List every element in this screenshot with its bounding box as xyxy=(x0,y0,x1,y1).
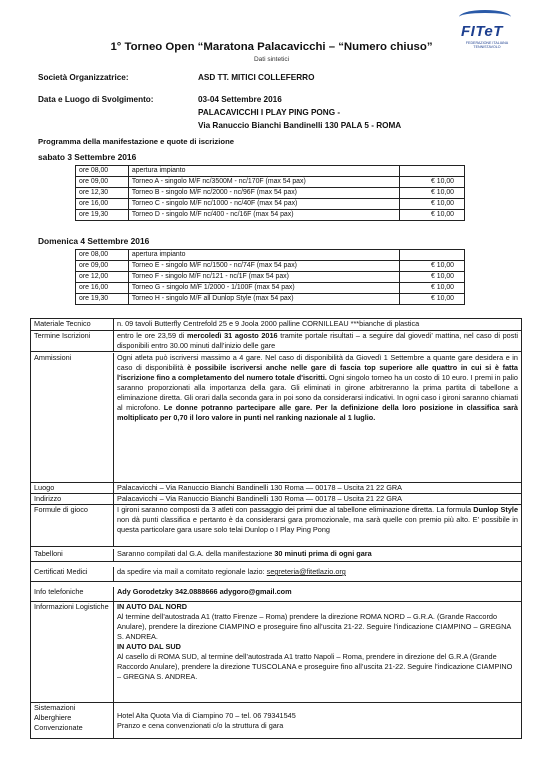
description-cell: Torneo B - singolo M/F nc/2000 - nc/96F (max 54 pax) xyxy=(128,188,399,199)
event-dates: 03-04 Settembre 2016 xyxy=(198,95,282,104)
info-row-logistiche xyxy=(31,601,521,702)
info-row-sistemazioni xyxy=(31,702,521,738)
logo-text: FITeT xyxy=(461,23,503,40)
table-row xyxy=(76,210,465,221)
info-label: Certificati Medici xyxy=(31,567,114,581)
info-row-telefoniche xyxy=(31,581,521,601)
info-label: Sistemazioni Alberghiere Convenzionate xyxy=(31,703,114,738)
time-cell: ore 08,00 xyxy=(76,250,129,261)
info-value: Saranno compilati dal G.A. della manifestazione 30 minuti prima di ogni gara xyxy=(117,549,372,558)
logo-subtitle: FEDERAZIONE ITALIANA TENNISTAVOLO xyxy=(465,41,509,49)
society-value: ASD TT. MITICI COLLEFERRO xyxy=(198,73,315,82)
time-cell: ore 09,00 xyxy=(76,261,129,272)
schedule-table-sunday xyxy=(75,249,465,305)
time-cell: ore 12,00 xyxy=(76,272,129,283)
info-value: I gironi saranno composti da 3 atleti con passaggio dei primi due al tabellone eliminazione diretta. La formula Dunlop Style non dà punti classifica e pertanto è da considerarsi gara promozionale, ma sarà quelle con premio più alto. E’ possibile in questa particolare gara usare solo telai Dunlop o I Play Ping Pong xyxy=(117,505,518,534)
schedule-table-saturday xyxy=(75,165,465,221)
table-row xyxy=(76,166,465,177)
table-row xyxy=(76,294,465,305)
info-value: Hotel Alta Quota Via di Ciampino 70 – tel. 06 79341545 Pranzo e cena convenzionati c/o la struttura di gara xyxy=(117,711,296,730)
event-address: Via Ranuccio Bianchi Bandinelli 130 PALA 5 - ROMA xyxy=(198,121,402,130)
description-cell: apertura impianto xyxy=(128,250,399,261)
info-label: Termine Iscrizioni xyxy=(31,331,114,351)
info-value: Palacavicchi – Via Ranuccio Bianchi Bandinelli 130 Roma — 00178 – Uscita 21 22 GRA xyxy=(117,483,403,492)
info-value: entro le ore 23,59 di mercoledì 31 agosto 2016 tramite portale risultati – a seguire dal giovedi’ mattina, nel caso di posti disponibili entro 30.00 minuti dall’inizio delle gare xyxy=(117,331,519,350)
time-cell: ore 19,30 xyxy=(76,294,129,305)
price-cell: € 10,00 xyxy=(400,177,465,188)
price-cell: € 10,00 xyxy=(400,188,465,199)
date-place-label: Data e Luogo di Svolgimento: xyxy=(38,95,154,104)
time-cell: ore 08,00 xyxy=(76,166,129,177)
info-value: Ady Gorodetzky 342.0888666 adygoro@gmail.com xyxy=(117,587,292,596)
table-row xyxy=(76,283,465,294)
info-table xyxy=(30,318,522,739)
table-row xyxy=(76,272,465,283)
info-row-formule xyxy=(31,504,521,546)
time-cell: ore 16,00 xyxy=(76,199,129,210)
time-cell: ore 19,30 xyxy=(76,210,129,221)
info-label: Informazioni Logistiche xyxy=(31,602,114,702)
info-value: IN AUTO DAL NORD Al termine dell’autostrada A1 (tratto Firenze – Roma) prendere la direzione ROMA NORD – G.R.A. (Grande Raccordo Anulare), prendere la direzione CIAMPINO e proseguire fino all’uscita 21-22. Seguire l’indicazione CIAMPINO – GREGNA S. ANDREA. IN AUTO DAL SUD Al casello di ROMA SUD, al termine dell’autostrada A1 tratto Napoli – Roma, prendere in direzione del G.R.A (Grande Raccordo Anulare), prendere la direzione TUSCOLANA e proseguire fino all’uscita 21-22. Seguire l’indicazione CIAMPINO – GREGNA S. ANDREA. xyxy=(117,602,513,681)
price-cell xyxy=(400,166,465,177)
description-cell: Torneo G - singolo M/F 1/2000 - 1/100F (max 54 pax) xyxy=(128,283,399,294)
info-value: n. 09 tavoli Butterfly Centrefold 25 e 9 Joola 2000 palline CORNILLEAU ***bianche di plastica xyxy=(117,319,420,328)
price-cell: € 10,00 xyxy=(400,261,465,272)
info-row-luogo xyxy=(31,482,521,493)
info-label: Luogo xyxy=(31,483,114,493)
info-row-termine xyxy=(31,330,521,351)
table-row xyxy=(76,199,465,210)
time-cell: ore 12,30 xyxy=(76,188,129,199)
program-title: Programma della manifestazione e quote di iscrizione xyxy=(38,137,235,146)
info-row-materiale xyxy=(31,319,521,330)
price-cell: € 10,00 xyxy=(400,283,465,294)
email-link[interactable]: segreteria@fitetlazio.org xyxy=(266,567,346,576)
info-label: Info telefoniche xyxy=(31,587,114,601)
price-cell: € 10,00 xyxy=(400,199,465,210)
time-cell: ore 09,00 xyxy=(76,177,129,188)
info-row-ammissioni xyxy=(31,351,521,482)
info-row-certificati xyxy=(31,561,521,581)
description-cell: Torneo C - singolo M/F nc/1000 - nc/40F (max 54 pax) xyxy=(128,199,399,210)
info-label: Indirizzo xyxy=(31,494,114,504)
description-cell: Torneo E - singolo M/F nc/1500 - nc/74F (max 54 pax) xyxy=(128,261,399,272)
info-value: Ogni atleta può iscriversi massimo a 4 gare. Nel caso di disponibilità da Giovedì 1 Settembre a quante gare desidera e in caso di disponibilità è possibile iscriversi anche nelle gare di fascia top superiore alle quattro in cui si è fatta l'iscrizione fino a completamento del numero totale d'iscritti. Ogni singolo torneo ha un costo di 10 euro. I premi in palio saranno proporzionati alla importanza della gara. Gli eliminati in girone arbitreranno la prima partita di tabellone a eliminazione diretta. Gli orari dalla seconda gara in poi sono da considerarsi indicativi. In ogni caso i gironi saranno chiamati al microfono. Le donne potranno partecipare alle gare. Per la definizione della loro posizione in classifica sarà moltiplicato per 0,70 il loro valore in punti nel ranking nazionale al 1 luglio. xyxy=(117,353,518,422)
info-label: Formule di gioco xyxy=(31,505,114,546)
info-row-tabelloni xyxy=(31,546,521,561)
document-subtitle: Dati sintetici xyxy=(253,56,290,63)
event-venue: PALACAVICCHI I PLAY PING PONG - xyxy=(198,108,341,117)
document-title: 1° Torneo Open “Maratona Palacavicchi – “Numero chiuso” xyxy=(110,41,433,53)
info-value: Palacavicchi – Via Ranuccio Bianchi Bandinelli 130 Roma — 00178 – Uscita 21 22 GRA xyxy=(117,494,403,503)
logo-swoosh-icon xyxy=(459,10,511,24)
info-label: Ammissioni xyxy=(31,353,114,482)
info-label: Tabelloni xyxy=(31,549,114,561)
society-label: Società Organizzatrice: xyxy=(38,73,129,82)
description-cell: Torneo D - singolo M/F nc/400 - nc/16F (max 54 pax) xyxy=(128,210,399,221)
price-cell: € 10,00 xyxy=(400,272,465,283)
table-row xyxy=(76,177,465,188)
table-row xyxy=(76,188,465,199)
info-row-indirizzo xyxy=(31,493,521,504)
time-cell: ore 16,00 xyxy=(76,283,129,294)
price-cell xyxy=(400,250,465,261)
day-title-sunday: Domenica 4 Settembre 2016 xyxy=(38,236,150,246)
table-row xyxy=(76,250,465,261)
table-row xyxy=(76,261,465,272)
description-cell: Torneo A - singolo M/F nc/3500M - nc/170F (max 54 pax) xyxy=(128,177,399,188)
description-cell: Torneo F - singolo M/F nc/121 - nc/1F (max 54 pax) xyxy=(128,272,399,283)
info-value: da spedire via mail a comitato regionale lazio: segreteria@fitetlazio.org xyxy=(117,567,346,576)
price-cell: € 10,00 xyxy=(400,294,465,305)
price-cell: € 10,00 xyxy=(400,210,465,221)
day-title-saturday: sabato 3 Settembre 2016 xyxy=(38,152,137,162)
description-cell: Torneo H - singolo M/F all Dunlop Style (max 54 pax) xyxy=(128,294,399,305)
description-cell: apertura impianto xyxy=(128,166,399,177)
info-label: Materiale Tecnico xyxy=(31,319,114,330)
